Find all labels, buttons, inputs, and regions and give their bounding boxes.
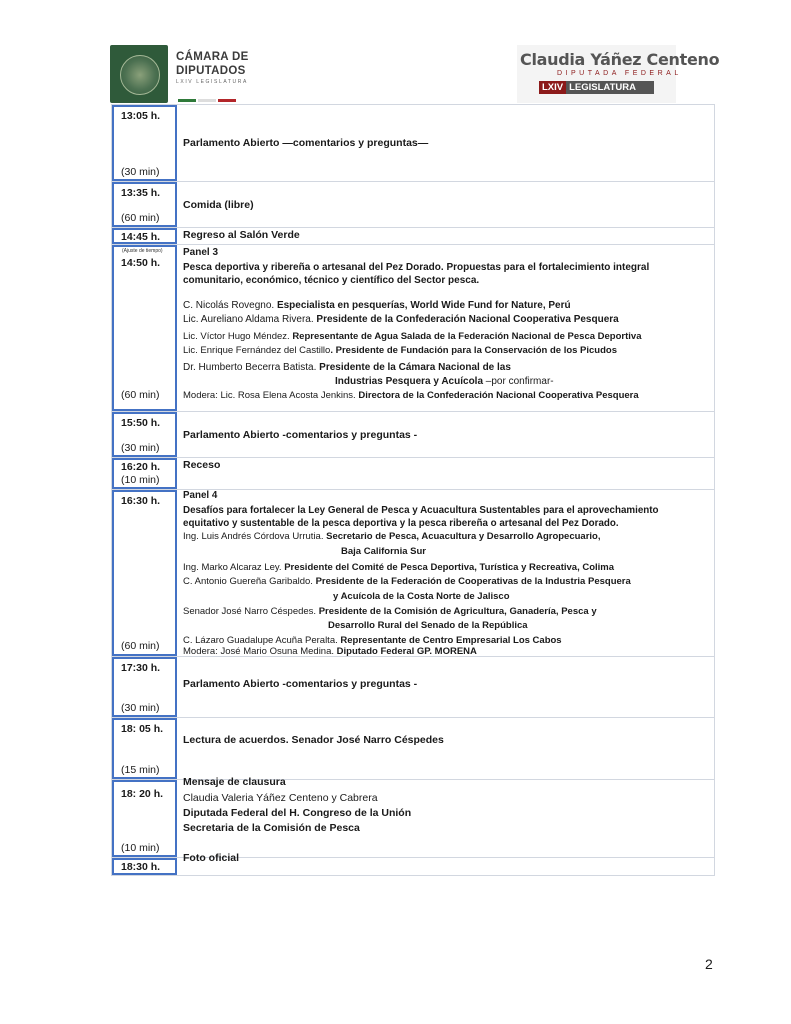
time-cell [112, 458, 177, 489]
session-title: Mensaje de clausura [183, 776, 286, 788]
speaker-continued: Baja California Sur [341, 546, 426, 557]
session-title: Regreso al Salón Verde [183, 229, 300, 241]
speaker-line: Secretaria de la Comisión de Pesca [183, 822, 360, 834]
time-label: 14:45 h. [121, 231, 161, 243]
diputada-logo-subtitle: DIPUTADA FEDERAL [557, 70, 682, 77]
page-number: 2 [705, 956, 713, 972]
table-row [111, 458, 715, 490]
time-cell [112, 105, 177, 181]
time-cell [112, 718, 177, 779]
time-label: 16:20 h. [121, 461, 161, 473]
duration-label: (60 min) [121, 640, 160, 652]
time-label: 17:30 h. [121, 662, 161, 674]
table-row [111, 104, 715, 182]
time-adjust-note: (Ajuste de tiempo) [122, 248, 163, 254]
speaker-continued: Industrias Pesquera y Acuícola –por confirmar- [335, 376, 554, 387]
logo-text-line2: DIPUTADOS [176, 65, 246, 77]
panel-label: Panel 3 [183, 247, 219, 258]
logo-text-line1: CÁMARA DE [176, 51, 249, 63]
time-cell [112, 490, 177, 656]
table-row [111, 228, 715, 245]
speaker: Senador José Narro Céspedes. Presidente de la Comisión de Agricultura, Ganadería, Pesca y [183, 606, 597, 617]
session-title: Parlamento Abierto —comentarios y preguntas— [183, 137, 429, 149]
logo-text-line3: LXIV LEGISLATURA [176, 79, 248, 85]
session-title: Comida (libre) [183, 199, 254, 211]
time-label: 18: 20 h. [121, 788, 164, 800]
panel-title: Desafíos para fortalecer la Ley General de Pesca y Acuacultura Sustentables para el aprovechamiento [183, 505, 659, 516]
schedule-table [111, 104, 715, 876]
time-cell [112, 780, 177, 857]
time-label: 15:50 h. [121, 417, 161, 429]
table-row [111, 412, 715, 458]
duration-label: (30 min) [121, 166, 160, 178]
table-row [111, 657, 715, 718]
speaker: Dr. Humberto Becerra Batista. Presidente de la Cámara Nacional de las [183, 362, 511, 373]
duration-label: (15 min) [121, 764, 160, 776]
speaker: Lic. Víctor Hugo Méndez. Representante de Agua Salada de la Federación Nacional de Pesca Deportiva [183, 331, 642, 342]
time-label: 18: 05 h. [121, 723, 164, 735]
speaker: Lic. Aureliano Aldama Rivera. Presidente de la Confederación Nacional Cooperativa Pesquera [183, 314, 619, 325]
session-title: Receso [183, 459, 221, 471]
speaker-line: Diputada Federal del H. Congreso de la Unión [183, 807, 412, 819]
moderator: Modera: José Mario Osuna Medina. Diputado Federal GP. MORENA [183, 646, 477, 657]
table-row [111, 852, 715, 876]
time-label: 13:35 h. [121, 187, 161, 199]
table-row [111, 490, 715, 657]
speaker-line: Claudia Valeria Yáñez Centeno y Cabrera [183, 792, 378, 804]
flag-stripes [178, 89, 238, 92]
speaker: C. Antonio Guereña Garibaldo. Presidente de la Federación de Cooperativas de la Industria Pesquera [183, 576, 631, 587]
session-title: Foto oficial [183, 852, 239, 864]
speaker: Ing. Marko Alcaraz Ley. Presidente del Comité de Pesca Deportiva, Turística y Recreativa, Colima [183, 562, 615, 573]
duration-label: (60 min) [121, 212, 160, 224]
table-row [111, 718, 715, 780]
time-label: 18:30 h. [121, 861, 161, 873]
table-row [111, 245, 715, 412]
national-seal-icon [110, 45, 168, 103]
panel-title: comunitario, económico, técnico y científico del Sector pesca. [183, 275, 480, 286]
diputada-logo-name: Claudia Yáñez Centeno [520, 50, 720, 69]
duration-label: (30 min) [121, 442, 160, 454]
session-title: Lectura de acuerdos. Senador José Narro Céspedes [183, 734, 444, 746]
legislatura-bar: LXIV LEGISLATURA [539, 81, 654, 94]
session-title: Parlamento Abierto -comentarios y preguntas - [183, 678, 418, 690]
speaker: Ing. Luis Andrés Córdova Urrutia. Secretario de Pesca, Acuacultura y Desarrollo Agropecuario, [183, 531, 601, 542]
panel-title: Pesca deportiva y ribereña o artesanal del Pez Dorado. Propuestas para el fortalecimiento integral [183, 262, 650, 273]
camara-diputados-logo [110, 45, 249, 103]
table-row [111, 776, 715, 858]
duration-label: (60 min) [121, 389, 160, 401]
time-cell [112, 657, 177, 717]
diputada-logo [517, 45, 720, 103]
speaker: C. Lázaro Guadalupe Acuña Peralta. Representante de Centro Empresarial Los Cabos [183, 635, 562, 646]
time-label: 14:50 h. [121, 257, 161, 269]
duration-label: (10 min) [121, 842, 160, 854]
speaker: Lic. Enrique Fernández del Castillo. Presidente de Fundación para la Conservación de los Picudos [183, 345, 618, 356]
time-cell [112, 228, 177, 244]
panel-title: equitativo y sustentable de la pesca deportiva y la pesca ribereña o artesanal del Pez Dorado. [183, 518, 619, 529]
time-cell [112, 412, 177, 457]
time-cell [112, 182, 177, 227]
speaker-continued: Desarrollo Rural del Senado de la República [328, 620, 528, 631]
time-label: 13:05 h. [121, 110, 161, 122]
table-row [111, 182, 715, 228]
panel-label: Panel 4 [183, 490, 218, 501]
time-cell [112, 858, 177, 875]
duration-label: (10 min) [121, 474, 160, 486]
time-cell [112, 245, 177, 411]
session-title: Parlamento Abierto -comentarios y preguntas - [183, 429, 418, 441]
duration-label: (30 min) [121, 702, 160, 714]
speaker: C. Nicolás Rovegno. Especialista en pesquerías, World Wide Fund for Nature, Perú [183, 300, 571, 311]
time-label: 16:30 h. [121, 495, 161, 507]
speaker-continued: y Acuícola de la Costa Norte de Jalisco [333, 591, 510, 602]
moderator: Modera: Lic. Rosa Elena Acosta Jenkins. Directora de la Confederación Nacional Cooperativa Pesquera [183, 390, 639, 401]
